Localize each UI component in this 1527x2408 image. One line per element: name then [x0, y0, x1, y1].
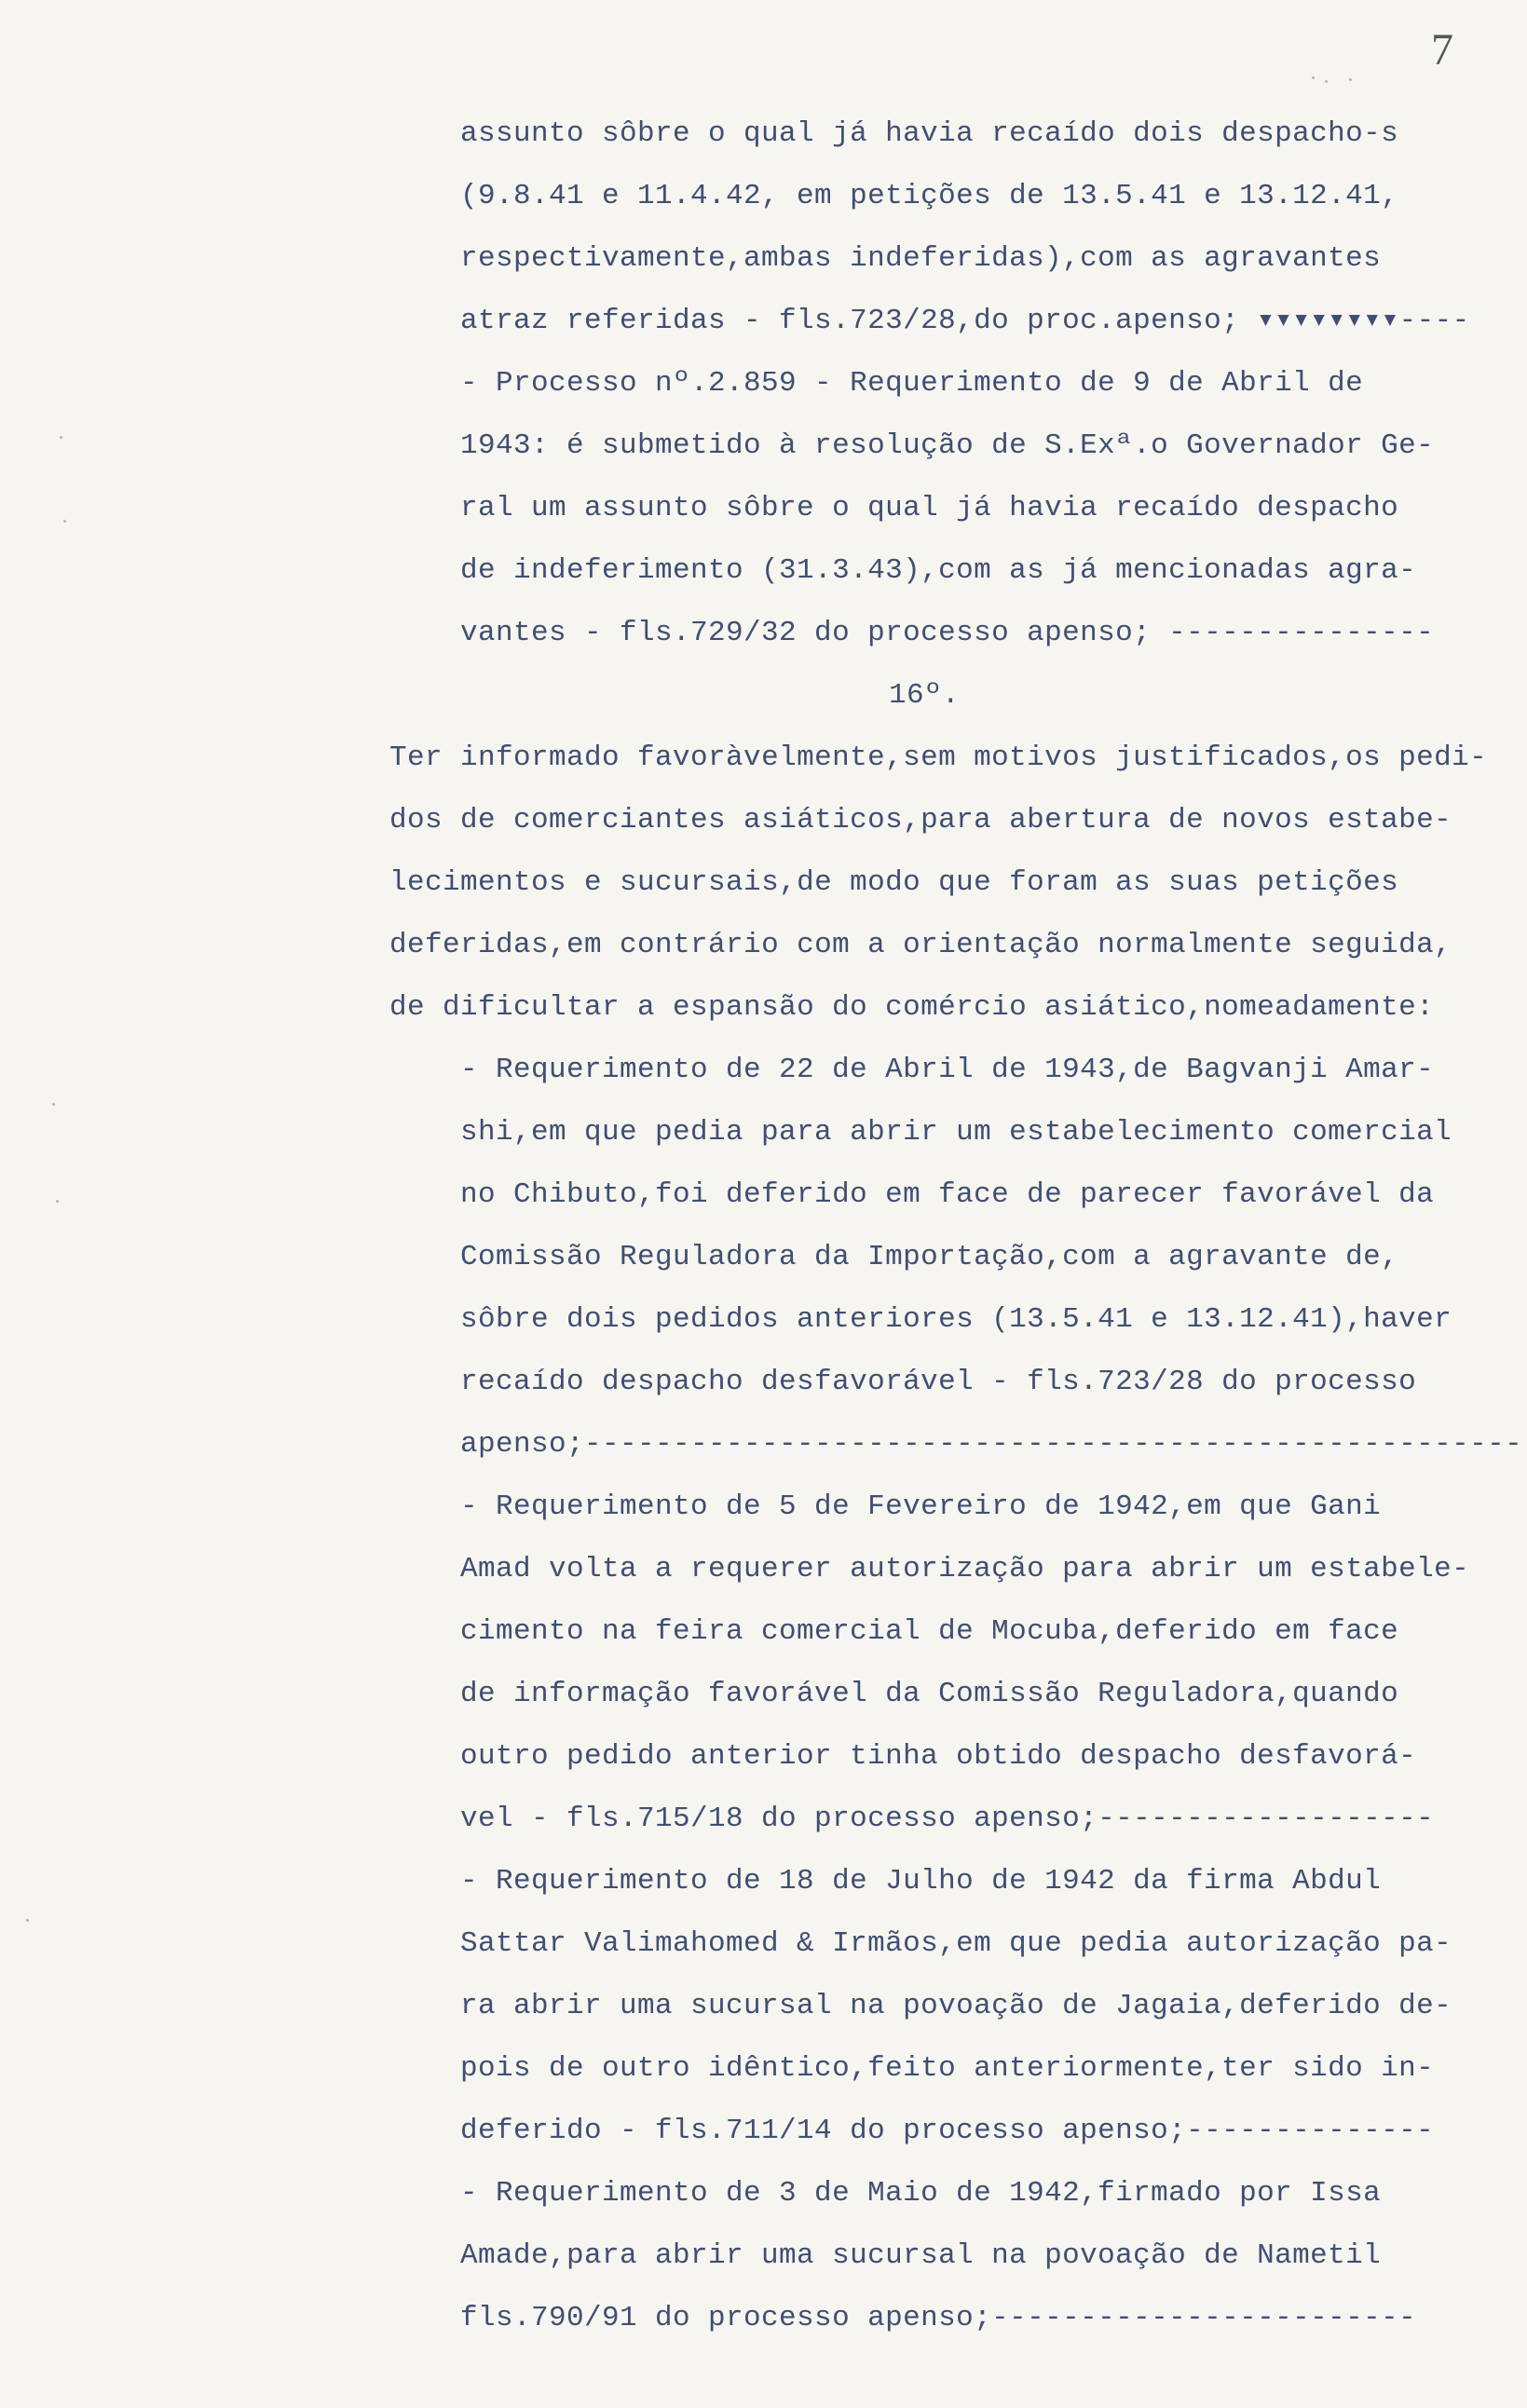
text-line: de informação favorável da Comissão Reguladora,quando	[460, 1678, 1399, 1710]
text-line: ra abrir uma sucursal na povoação de Jagaia,deferido de-	[460, 1990, 1452, 2022]
paper-speck	[26, 1919, 29, 1922]
text-line: shi,em que pedia para abrir um estabelecimento comercial	[460, 1116, 1452, 1149]
text-line: recaído despacho desfavorável - fls.723/28 do processo	[460, 1366, 1417, 1398]
paper-speck	[56, 1200, 59, 1203]
paper-speck	[52, 1103, 55, 1106]
text-line: de indeferimento (31.3.43),com as já mencionadas agra-	[460, 554, 1417, 587]
text-line: Sattar Valimahomed & Irmãos,em que pedia autorização pa-	[460, 1927, 1452, 1960]
text-line: pois de outro idêntico,feito anteriormente,ter sido in-	[460, 2052, 1435, 2085]
paper-speck	[1349, 78, 1352, 81]
text-line: deferidas,em contrário com a orientação normalmente seguida,	[389, 929, 1452, 961]
text-line: 1943: é submetido à resolução de S.Exª.o Governador Ge-	[460, 429, 1435, 462]
text-line: respectivamente,ambas indeferidas),com as agravantes	[460, 242, 1382, 275]
text-line: apenso;-----------------------------------------------------	[460, 1428, 1523, 1461]
text-line: Ter informado favoràvelmente,sem motivos justificados,os pedi-	[389, 741, 1488, 774]
text-line: vantes - fls.729/32 do processo apenso; ---------------	[460, 617, 1435, 649]
text-line: de dificultar a espansão do comércio asiático,nomeadamente:	[389, 991, 1435, 1024]
section-number: 16º.	[889, 679, 961, 712]
text-line: (9.8.41 e 11.4.42, em petições de 13.5.41 e 13.12.41,	[460, 180, 1399, 212]
text-line: Amade,para abrir uma sucursal na povoação de Nametil	[460, 2239, 1382, 2272]
text-line: fls.790/91 do processo apenso;------------------------	[460, 2302, 1417, 2334]
text-line: deferido - fls.711/14 do processo apenso;--------------	[460, 2115, 1435, 2147]
text-line: outro pedido anterior tinha obtido despacho desfavorá-	[460, 1740, 1417, 1773]
paper-speck	[60, 436, 62, 439]
text-line: assunto sôbre o qual já havia recaído dois despacho-s	[460, 117, 1399, 150]
text-line: - Requerimento de 3 de Maio de 1942,firmado por Issa	[460, 2177, 1382, 2210]
text-line: - Processo nº.2.859 - Requerimento de 9 de Abril de	[460, 367, 1364, 400]
text-line: lecimentos e sucursais,de modo que foram as suas petições	[389, 866, 1399, 899]
text-line: ral um assunto sôbre o qual já havia recaído despacho	[460, 492, 1399, 524]
text-line: - Requerimento de 22 de Abril de 1943,de Bagvanji Amar-	[460, 1054, 1435, 1086]
text-line: - Requerimento de 18 de Julho de 1942 da firma Abdul	[460, 1865, 1382, 1898]
text-line: - Requerimento de 5 de Fevereiro de 1942,em que Gani	[460, 1490, 1382, 1523]
text-line: vel - fls.715/18 do processo apenso;-------------------	[460, 1803, 1435, 1835]
text-line: cimento na feira comercial de Mocuba,deferido em face	[460, 1615, 1399, 1648]
paper-speck	[63, 520, 66, 523]
page-number: 7	[1431, 25, 1453, 75]
text-line: dos de comerciantes asiáticos,para abertura de novos estabe-	[389, 804, 1452, 837]
paper-speck	[1325, 80, 1328, 83]
text-line: Amad volta a requerer autorização para abrir um estabele-	[460, 1553, 1470, 1585]
text-line: atraz referidas - fls.723/28,do proc.apenso; ▾▾▾▾▾▾▾▾----	[460, 305, 1470, 337]
text-line: Comissão Reguladora da Importação,com a agravante de,	[460, 1241, 1399, 1273]
text-line: no Chibuto,foi deferido em face de parecer favorável da	[460, 1178, 1435, 1211]
text-line: sôbre dois pedidos anteriores (13.5.41 e 13.12.41),haver	[460, 1303, 1452, 1336]
paper-speck	[1312, 76, 1315, 79]
